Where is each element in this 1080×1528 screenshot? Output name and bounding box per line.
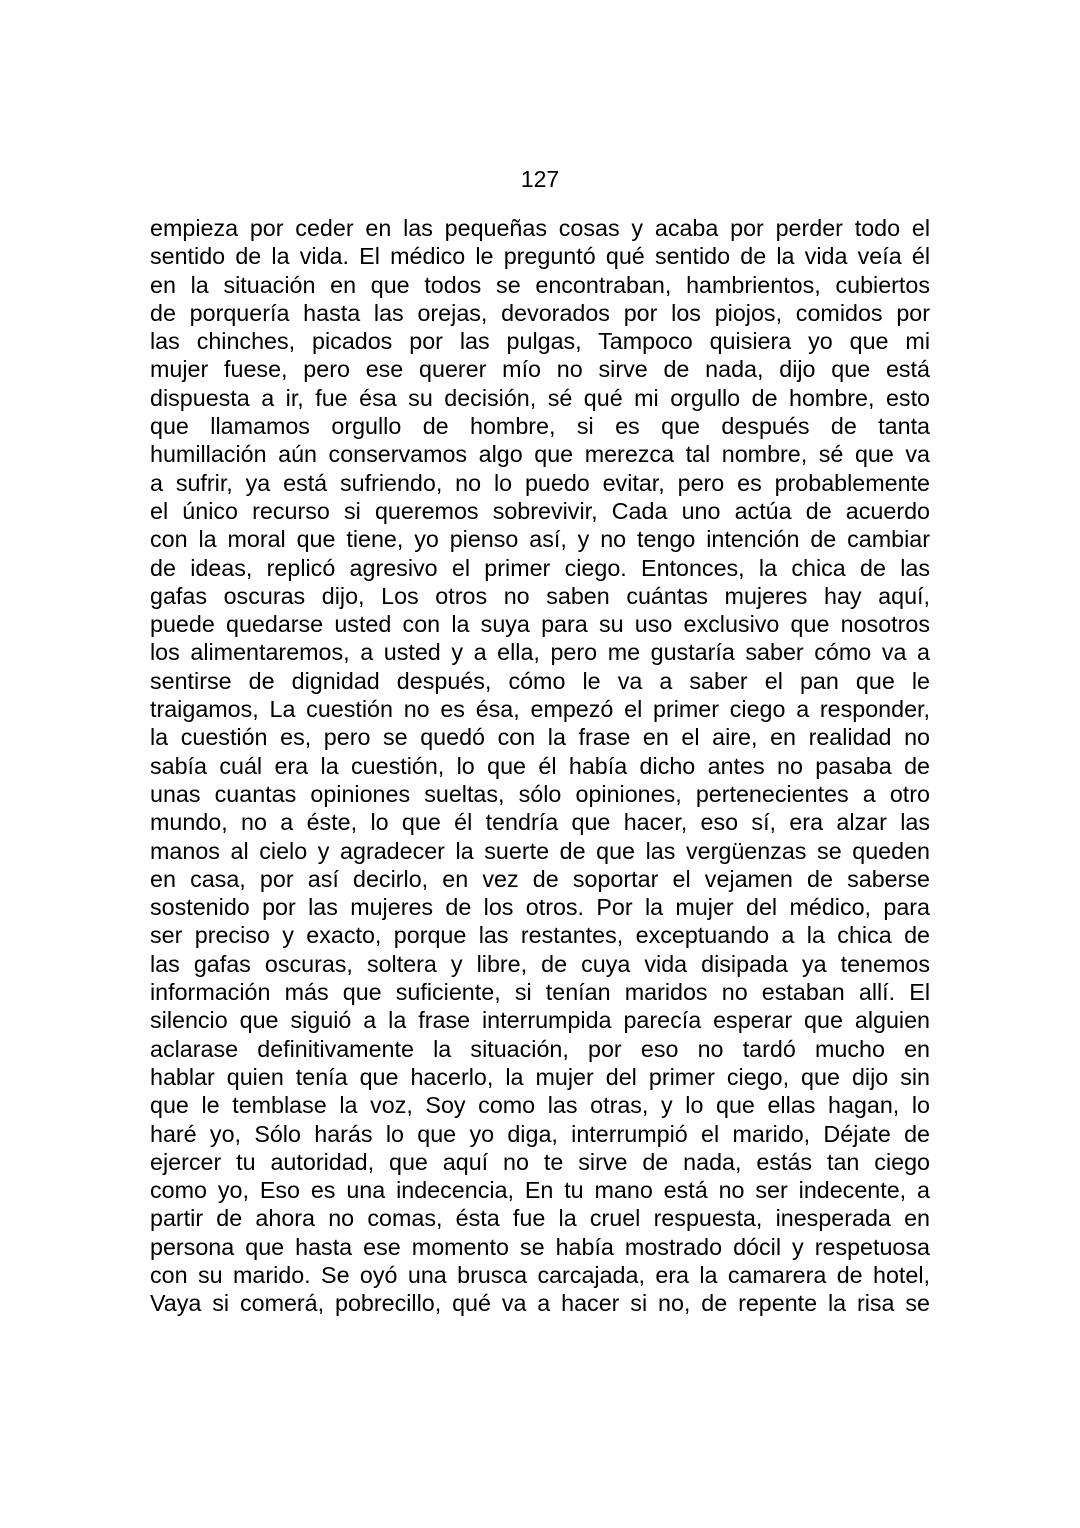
text-line: que llamamos orgullo de hombre, si es que después de tanta bbox=[150, 413, 930, 440]
text-line: empieza por ceder en las pequeñas cosas y acaba por perder todo el bbox=[150, 215, 930, 241]
text-line: en la situación en que todos se encontraban, hambrientos, cubiertos bbox=[150, 271, 930, 298]
text-line: a sufrir, ya está sufriendo, no lo puedo evitar, pero es probablemente bbox=[150, 469, 930, 496]
text-line: en casa, por así decirlo, en vez de soportar el vejamen de saberse bbox=[150, 865, 930, 892]
text-line: haré yo, Sólo harás lo que yo diga, interrumpió el marido, Déjate de bbox=[150, 1120, 930, 1147]
text-line: humillación aún conservamos algo que merezca tal nombre, sé que va bbox=[150, 441, 930, 468]
text-line: Vaya si comerá, pobrecillo, qué va a hacer si no, de repente la risa se bbox=[150, 1290, 930, 1317]
text-line: traigamos, La cuestión no es ésa, empezó el primer ciego a responder, bbox=[150, 696, 930, 723]
text-line: puede quedarse usted con la suya para su uso exclusivo que nosotros bbox=[150, 611, 930, 638]
text-line: la cuestión es, pero se quedó con la frase en el aire, en realidad no bbox=[150, 724, 930, 751]
text-line: dispuesta a ir, fue ésa su decisión, sé qué mi orgullo de hombre, esto bbox=[150, 384, 930, 411]
text-line: hablar quien tenía que hacerlo, la mujer del primer ciego, que dijo sin bbox=[150, 1063, 930, 1090]
text-line: partir de ahora no comas, ésta fue la cruel respuesta, inesperada en bbox=[150, 1205, 930, 1232]
text-line: mundo, no a éste, lo que él tendría que hacer, eso sí, era alzar las bbox=[150, 809, 930, 836]
text-line: sabía cuál era la cuestión, lo que él había dicho antes no pasaba de bbox=[150, 752, 930, 779]
text-line: las gafas oscuras, soltera y libre, de cuya vida disipada ya tenemos bbox=[150, 950, 930, 977]
text-line: manos al cielo y agradecer la suerte de que las vergüenzas se queden bbox=[150, 837, 930, 864]
text-line: sostenido por las mujeres de los otros. Por la mujer del médico, para bbox=[150, 894, 930, 921]
text-line: el único recurso si queremos sobrevivir, Cada uno actúa de acuerdo bbox=[150, 497, 930, 524]
text-line: que le temblase la voz, Soy como las otras, y lo que ellas hagan, lo bbox=[150, 1092, 930, 1119]
text-line: de ideas, replicó agresivo el primer ciego. Entonces, la chica de las bbox=[150, 554, 930, 581]
text-line: de porquería hasta las orejas, devorados por los piojos, comidos por bbox=[150, 299, 930, 326]
text-line: ser preciso y exacto, porque las restantes, exceptuando a la chica de bbox=[150, 922, 930, 949]
text-line: información más que suficiente, si tenían maridos no estaban allí. El bbox=[150, 979, 930, 1006]
text-line: sentido de la vida. El médico le preguntó qué sentido de la vida veía él bbox=[150, 243, 930, 270]
text-line: unas cuantas opiniones sueltas, sólo opiniones, pertenecientes a otro bbox=[150, 780, 930, 807]
text-line: ejercer tu autoridad, que aquí no te sirve de nada, estás tan ciego bbox=[150, 1148, 930, 1175]
text-line: las chinches, picados por las pulgas, Tampoco quisiera yo que mi bbox=[150, 328, 930, 355]
text-line: aclarase definitivamente la situación, por eso no tardó mucho en bbox=[150, 1035, 930, 1062]
text-line: sentirse de dignidad después, cómo le va a saber el pan que le bbox=[150, 667, 930, 694]
text-line: mujer fuese, pero ese querer mío no sirve de nada, dijo que está bbox=[150, 356, 930, 383]
text-line: los alimentaremos, a usted y a ella, pero me gustaría saber cómo va a bbox=[150, 639, 930, 666]
text-line: con la moral que tiene, yo pienso así, y no tengo intención de cambiar bbox=[150, 526, 930, 553]
text-line: gafas oscuras dijo, Los otros no saben cuántas mujeres hay aquí, bbox=[150, 582, 930, 609]
body-text bbox=[150, 214, 930, 1318]
text-line: persona que hasta ese momento se había mostrado dócil y respetuosa bbox=[150, 1233, 930, 1260]
text-line: como yo, Eso es una indecencia, En tu mano está no ser indecente, a bbox=[150, 1177, 930, 1204]
page-number: 127 bbox=[520, 166, 560, 192]
text-line: silencio que siguió a la frase interrumpida parecía esperar que alguien bbox=[150, 1007, 930, 1034]
text-line: con su marido. Se oyó una brusca carcajada, era la camarera de hotel, bbox=[150, 1261, 930, 1288]
